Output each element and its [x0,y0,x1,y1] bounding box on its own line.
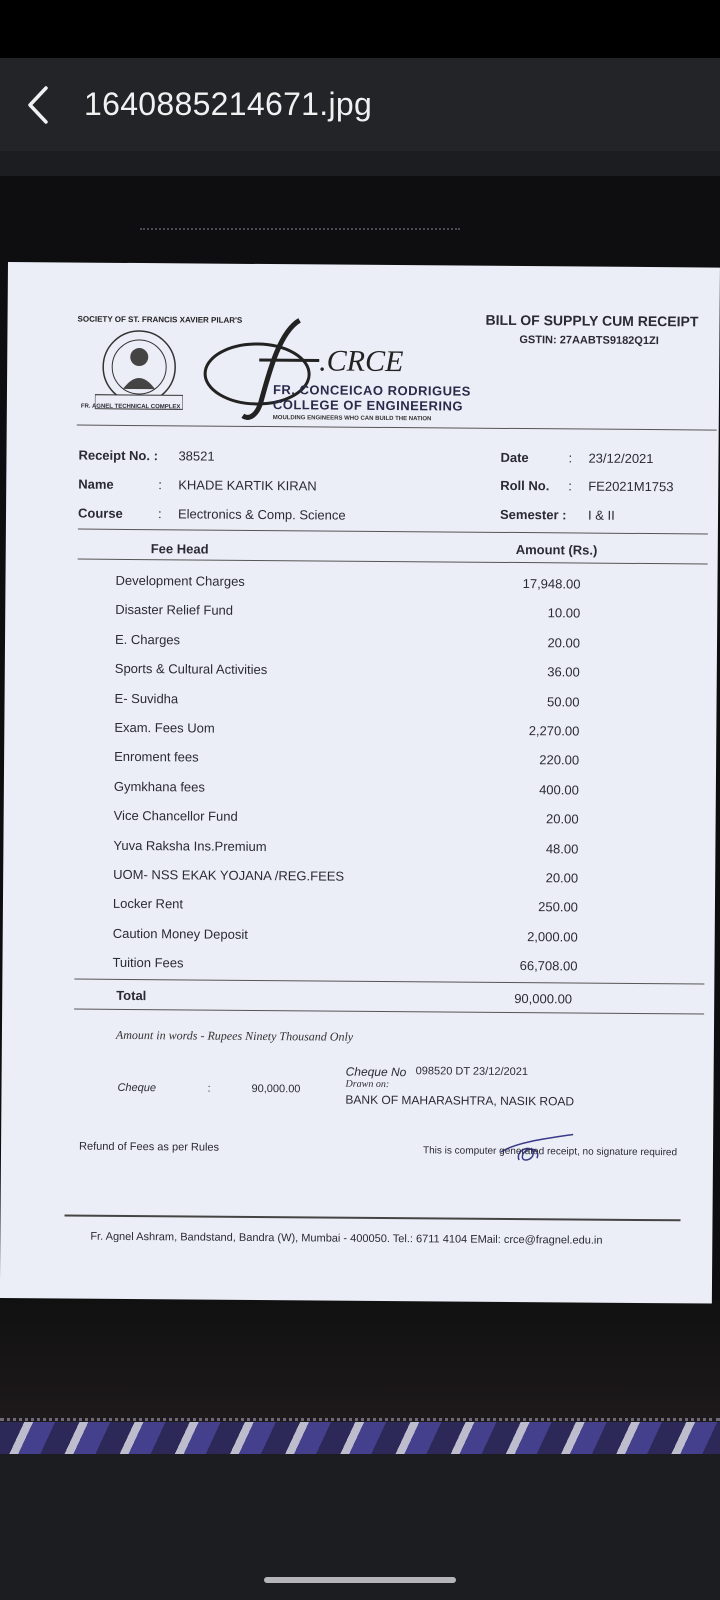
footer-line [65,1214,681,1221]
drawn-on-label: Drawn on: [345,1078,390,1091]
fee-amount: 2,000.00 [527,928,578,945]
receipt-no-value: 38521 [178,448,215,464]
total-bottom-line [74,1009,704,1015]
fee-name: Caution Money Deposit [112,925,248,942]
receipt-no-label: Receipt No. : [78,447,159,464]
fee-amount: 2,270.00 [528,723,580,739]
total-amount: 90,000.00 [514,990,573,1007]
total-label: Total [116,987,147,1004]
fee-amount: 66,708.00 [519,958,578,974]
college-address-footer: Fr. Agnel Ashram, Bandstand, Bandra (W), Mumbai - 400050. Tel.: 6711 4104 EMail: crce@fragnel.edu.in [90,1230,603,1247]
fee-name: Locker Rent [112,896,184,912]
bank-name: BANK OF MAHARASHTRA, NASIK ROAD [345,1092,575,1109]
fee-name: E. Charges [114,631,181,648]
course-label: Course [77,505,123,521]
stitch-line-bottom [0,1418,720,1421]
college-name-line2: COLLEGE OF ENGINEERING [272,397,464,414]
date-label: Date [500,449,529,466]
fee-name: Vice Chancellor Fund [113,808,238,825]
semester-label: Semester : [499,506,567,523]
college-seal-logo [95,327,184,416]
amount-in-words: Amount in words - Rupees Ninety Thousand Only [115,1027,354,1044]
table-header-line [78,559,708,565]
fee-name: Exam. Fees Uom [114,719,215,736]
fee-amount: 400.00 [539,781,579,798]
semester-value: I & II [587,507,615,523]
fee-amount: 20.00 [545,870,579,886]
app-header [0,58,720,151]
date-value: 23/12/2021 [588,450,654,467]
fabric-pattern [0,1422,720,1454]
fee-name: Development Charges [115,572,245,589]
fee-name: Yuva Raksha Ins.Premium [113,837,267,854]
svg-text:.CRCE: .CRCE [319,344,404,379]
fee-name: Sports & Cultural Activities [114,661,268,678]
fee-name: Tuition Fees [112,955,184,971]
stitch-line-top [140,228,460,230]
cheque-no-label: Cheque No [345,1064,407,1080]
payment-mode-colon: : [207,1082,211,1095]
date-colon: : [568,450,573,466]
fee-head-header: Fee Head [150,541,209,557]
file-title: 1640885214671.jpg [84,86,373,122]
viewer-gap [0,151,720,176]
course-value: Electronics & Comp. Science [177,506,346,523]
roll-value: FE2021M1753 [588,478,674,495]
college-name-line1: FR. CONCEICAO RODRIGUES [272,382,471,399]
divider [77,425,717,431]
fee-amount: 36.00 [547,664,580,680]
status-bar [0,0,720,58]
fee-amount: 17,948.00 [522,576,581,592]
gesture-nav-handle[interactable] [264,1577,456,1583]
refund-note: Refund of Fees as per Rules [79,1140,220,1154]
student-name: KHADE KARTIK KIRAN [178,477,317,494]
computer-generated-note: This is computer generated receipt, no signature required [422,1145,678,1159]
society-name: SOCIETY OF ST. FRANCIS XAVIER PILAR'S [77,314,243,325]
fee-name: E- Suvidha [114,690,179,706]
fee-amount: 50.00 [546,693,580,710]
name-label: Name [78,476,114,492]
amount-header: Amount (Rs.) [515,541,598,558]
fee-amount: 10.00 [547,605,581,621]
back-button[interactable] [22,80,56,130]
payment-mode-label: Cheque [117,1081,157,1095]
fee-receipt-document [0,262,720,1304]
fee-name: UOM- NSS EKAK YOJANA /REG.FEES [113,866,345,884]
fee-amount: 250.00 [538,899,579,915]
back-arrow-icon [22,80,56,130]
cheque-amount: 90,000.00 [251,1082,301,1096]
fee-amount: 220.00 [539,752,580,768]
roll-colon: : [568,478,572,494]
bill-title: BILL OF SUPPLY CUM RECEIPT [485,311,699,330]
college-tagline: MOULDING ENGINEERS WHO CAN BUILD THE NATION [272,415,432,423]
fee-name: Disaster Relief Fund [115,602,234,619]
fee-amount: 20.00 [547,635,581,651]
seal-label: FR. AGNEL TECHNICAL COMPLEX [80,403,181,411]
fee-name: Enroment fees [114,749,199,765]
gstin: GSTIN: 27AABTS9182Q1ZI [519,334,659,348]
fee-name: Gymkhana fees [113,778,205,795]
name-colon: : [158,477,162,493]
roll-label: Roll No. [500,477,550,494]
fee-amount: 48.00 [545,840,579,857]
cheque-no-value: 098520 DT 23/12/2021 [415,1065,529,1079]
fee-amount: 20.00 [546,811,579,827]
table-top-line [78,529,708,535]
course-colon: : [157,506,162,522]
